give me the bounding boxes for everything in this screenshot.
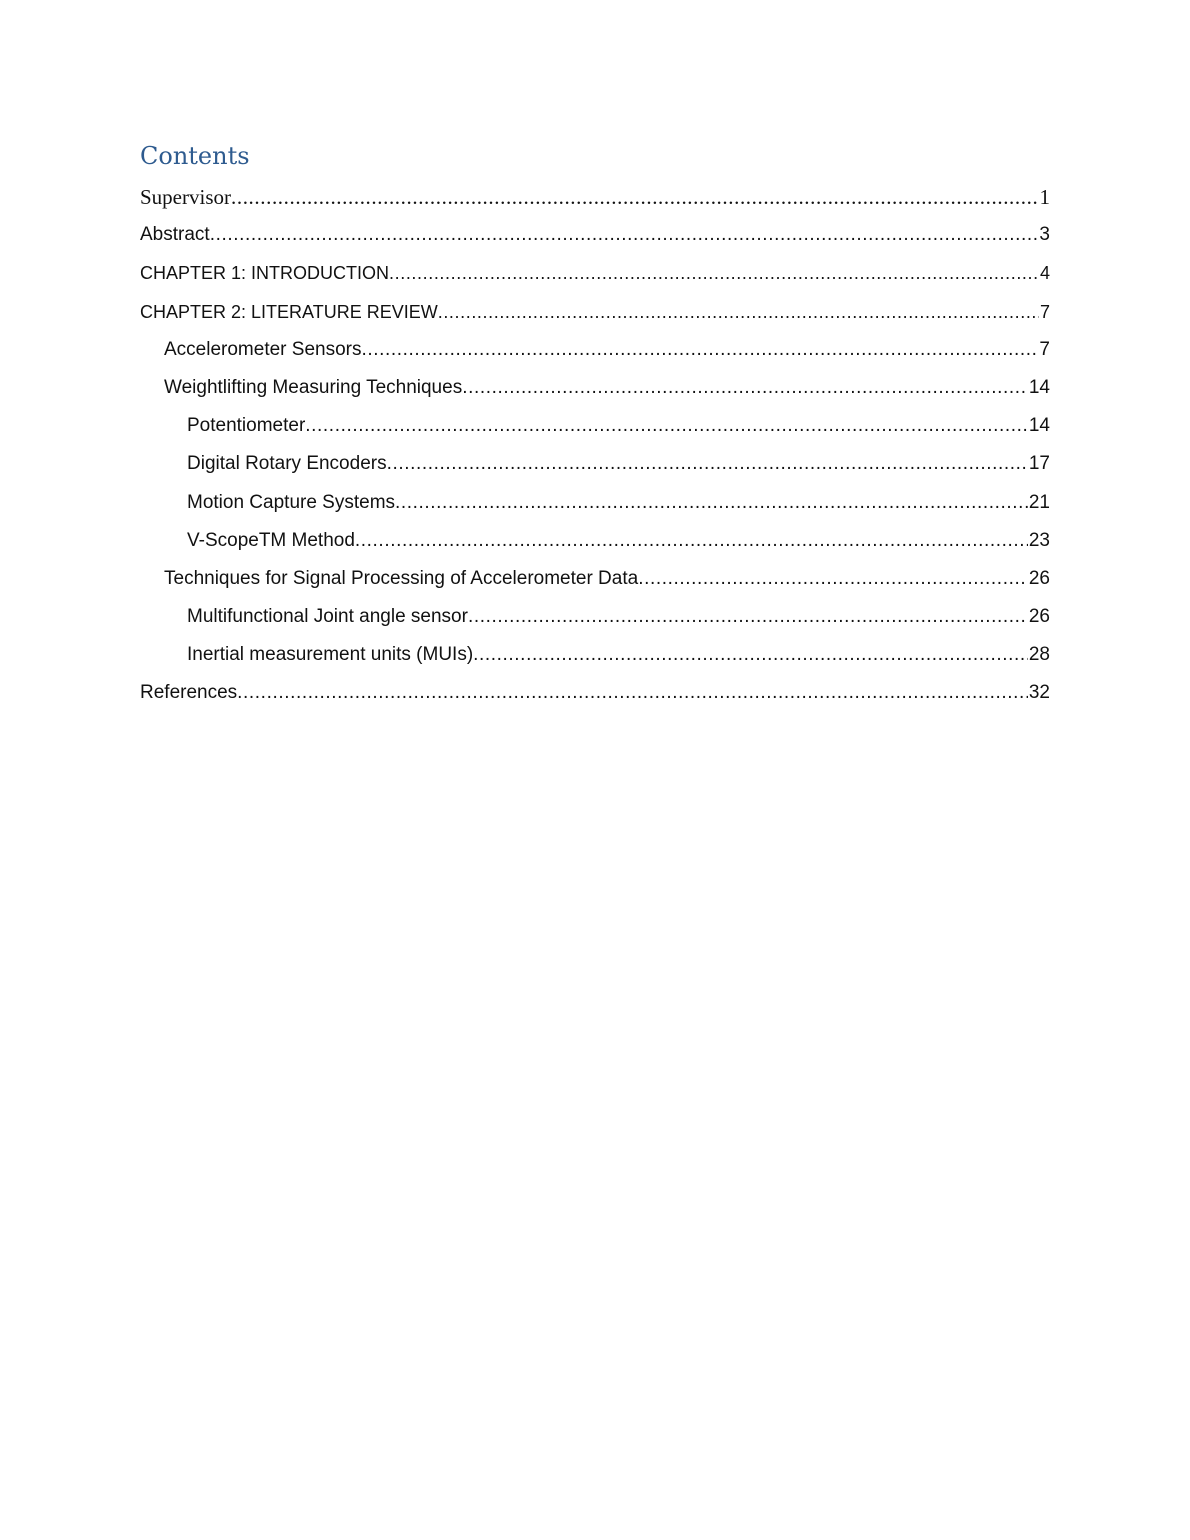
toc-entry-label: Supervisor xyxy=(140,185,231,209)
toc-entry-chapter-2[interactable] xyxy=(140,293,1050,331)
toc-entry-chapter-1[interactable] xyxy=(140,254,1050,292)
dot-leader xyxy=(237,674,1028,712)
toc-page-number: 23 xyxy=(1028,529,1050,551)
toc-entry-label: References xyxy=(140,682,238,704)
dot-leader xyxy=(462,369,1028,407)
toc-page-number: 3 xyxy=(1039,224,1050,246)
dot-leader xyxy=(305,407,1028,445)
toc-entry-label: Motion Capture Systems xyxy=(187,491,396,513)
toc-entry-label: Inertial measurement units (MUIs) xyxy=(187,644,474,666)
toc-page-number: 14 xyxy=(1028,415,1050,437)
toc-page-number: 21 xyxy=(1028,491,1050,513)
toc-entry-label: Techniques for Signal Processing of Accelerometer Data xyxy=(164,567,639,589)
dot-leader xyxy=(473,636,1028,674)
toc-entry-label: Digital Rotary Encoders xyxy=(187,453,387,475)
dot-leader xyxy=(638,560,1028,598)
toc-page-number: 28 xyxy=(1028,644,1050,666)
document-page xyxy=(140,138,1050,713)
dot-leader xyxy=(438,293,1039,331)
toc-entry-v-scope-method[interactable] xyxy=(140,522,1050,560)
dot-leader xyxy=(361,331,1038,369)
dot-leader xyxy=(210,216,1039,254)
dot-leader xyxy=(395,484,1028,522)
toc-entry-label: Potentiometer xyxy=(187,415,306,437)
toc-entry-label: Accelerometer Sensors xyxy=(164,338,362,360)
toc-page-number: 7 xyxy=(1039,338,1050,360)
dot-leader xyxy=(468,598,1028,636)
toc-entry-digital-rotary-encoders[interactable] xyxy=(140,445,1050,483)
toc-entry-abstract[interactable] xyxy=(140,216,1050,254)
toc-entry-motion-capture-systems[interactable] xyxy=(140,484,1050,522)
toc-page-number: 26 xyxy=(1028,606,1050,628)
toc-entry-references[interactable] xyxy=(140,674,1050,712)
toc-page-number: 32 xyxy=(1028,682,1050,704)
toc-page-number: 4 xyxy=(1039,263,1050,284)
toc-entry-inertial-measurement-units[interactable] xyxy=(140,636,1050,674)
toc-entry-label: V-ScopeTM Method xyxy=(187,529,355,551)
toc-page-number: 26 xyxy=(1028,567,1050,589)
toc-entry-accelerometer-sensors[interactable] xyxy=(140,331,1050,369)
toc-heading: Contents xyxy=(140,142,250,170)
dot-leader xyxy=(389,254,1039,292)
toc-entry-joint-angle-sensor[interactable] xyxy=(140,598,1050,636)
toc-entry-label: Abstract xyxy=(140,224,210,246)
toc-entry-potentiometer[interactable] xyxy=(140,407,1050,445)
toc-entry-label: CHAPTER 2: LITERATURE REVIEW xyxy=(140,301,438,322)
toc-page-number: 1 xyxy=(1039,185,1050,209)
toc-entry-supervisor[interactable] xyxy=(140,178,1050,216)
toc-entry-label: Multifunctional Joint angle sensor xyxy=(187,606,468,628)
toc-entry-signal-processing[interactable] xyxy=(140,560,1050,598)
toc-page-number: 14 xyxy=(1028,376,1050,398)
toc-entry-weightlifting-techniques[interactable] xyxy=(140,369,1050,407)
toc-page-number: 7 xyxy=(1039,301,1050,322)
dot-leader xyxy=(231,178,1039,216)
toc-entry-label: CHAPTER 1: INTRODUCTION xyxy=(140,263,390,284)
toc-entry-label: Weightlifting Measuring Techniques xyxy=(164,376,463,398)
dot-leader xyxy=(387,445,1028,483)
toc-page-number: 17 xyxy=(1028,453,1050,475)
dot-leader xyxy=(355,522,1028,560)
